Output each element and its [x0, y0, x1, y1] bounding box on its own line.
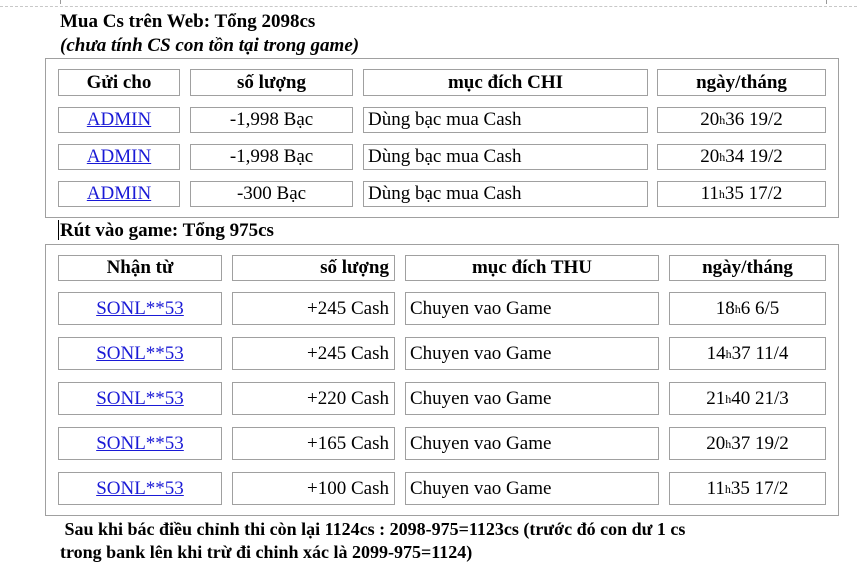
- amount-cell: -1,998 Bạc: [190, 107, 353, 133]
- recipient-link[interactable]: ADMIN: [86, 183, 152, 204]
- spend-header-purpose: mục đích CHI: [363, 69, 648, 96]
- amount-cell: +165 Cash: [232, 427, 395, 460]
- purpose-cell: Dùng bạc mua Cash: [363, 107, 648, 133]
- sender-link[interactable]: SONL**53: [96, 432, 184, 454]
- spend-header-date: ngày/tháng: [657, 69, 826, 96]
- recipient-cell: [58, 107, 180, 133]
- recipient-cell: [58, 181, 180, 207]
- date-cell: 11 h 35 17/2: [669, 472, 826, 505]
- date-cell: 11 h 35 17/2: [657, 181, 826, 207]
- date-cell: 14 h 37 11/4: [669, 337, 826, 370]
- section1-title: Mua Cs trên Web: Tổng 2098cs: [60, 11, 316, 32]
- receive-header-from: Nhận từ: [58, 255, 222, 281]
- sender-cell: [58, 337, 222, 370]
- sender-cell: [58, 427, 222, 460]
- spend-header-to: Gửi cho: [58, 69, 180, 96]
- amount-cell: +220 Cash: [232, 382, 395, 415]
- date-cell: 20 h 36 19/2: [657, 107, 826, 133]
- summary-note: [60, 518, 685, 564]
- sender-cell: [58, 292, 222, 325]
- summary-line-2: trong bank lên khi trừ đi chinh xác là 2099-975=1124): [60, 542, 473, 562]
- receive-header-purpose: mục đích THU: [405, 255, 659, 281]
- sender-link[interactable]: SONL**53: [96, 387, 184, 409]
- sender-cell: [58, 472, 222, 505]
- recipient-cell: [58, 144, 180, 170]
- sender-link[interactable]: SONL**53: [96, 297, 184, 319]
- page-top-boundary: [0, 0, 857, 7]
- margin-corner-right: [826, 0, 827, 4]
- recipient-link[interactable]: ADMIN: [86, 109, 152, 130]
- amount-cell: -1,998 Bạc: [190, 144, 353, 170]
- purpose-cell: Chuyen vao Game: [405, 337, 659, 370]
- section1-subtitle: (chưa tính CS con tồn tại trong game): [60, 35, 360, 56]
- sender-link[interactable]: SONL**53: [96, 477, 184, 499]
- summary-line-1: Sau khi bác điều chỉnh thi còn lại 1124cs : 2098-975=1123cs (trước đó con dư 1 cs: [60, 519, 686, 539]
- receive-header-date: ngày/tháng: [669, 255, 826, 281]
- text-cursor: [58, 220, 59, 240]
- amount-cell: +245 Cash: [232, 337, 395, 370]
- purpose-cell: Dùng bạc mua Cash: [363, 144, 648, 170]
- recipient-link[interactable]: ADMIN: [86, 146, 152, 167]
- date-cell: 20 h 37 19/2: [669, 427, 826, 460]
- purpose-cell: Chuyen vao Game: [405, 427, 659, 460]
- purpose-cell: Chuyen vao Game: [405, 382, 659, 415]
- section2-title: Rút vào game: Tổng 975cs: [60, 220, 274, 241]
- receive-header-amount: số lượng: [232, 255, 395, 281]
- amount-cell: +100 Cash: [232, 472, 395, 505]
- amount-cell: -300 Bạc: [190, 181, 353, 207]
- margin-corner-left: [60, 0, 61, 4]
- date-cell: 20 h 34 19/2: [657, 144, 826, 170]
- sender-link[interactable]: SONL**53: [96, 342, 184, 364]
- purpose-cell: Dùng bạc mua Cash: [363, 181, 648, 207]
- sender-cell: [58, 382, 222, 415]
- purpose-cell: Chuyen vao Game: [405, 472, 659, 505]
- date-cell: 18 h 6 6/5: [669, 292, 826, 325]
- spend-header-amount: số lượng: [190, 69, 353, 96]
- purpose-cell: Chuyen vao Game: [405, 292, 659, 325]
- date-cell: 21 h 40 21/3: [669, 382, 826, 415]
- amount-cell: +245 Cash: [232, 292, 395, 325]
